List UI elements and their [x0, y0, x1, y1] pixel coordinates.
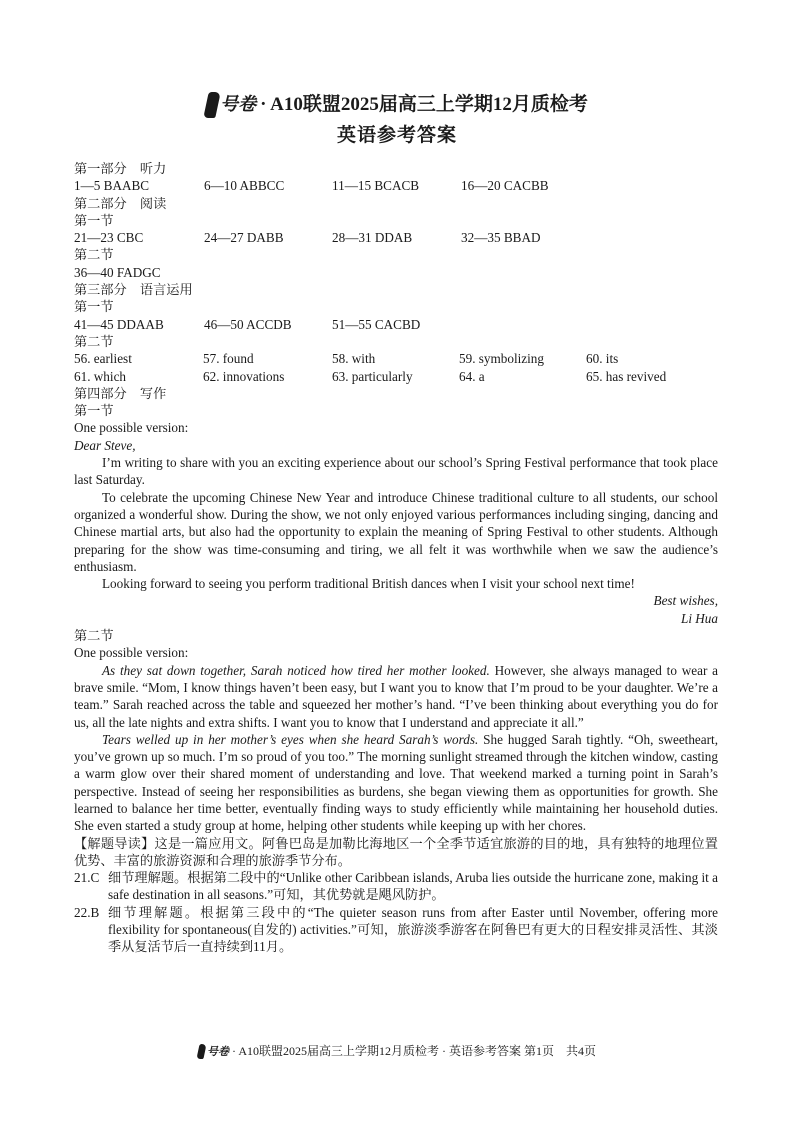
answer-content [74, 160, 718, 956]
answer-group: 1—5 BAABC [74, 178, 150, 194]
exam-title: · A10联盟2025届高三上学期12月质检考 [260, 94, 588, 115]
answer-item: 65. has revived [586, 368, 667, 384]
answer-item: 63. particularly [332, 368, 413, 384]
part1-answers [74, 177, 718, 194]
answer-item: 57. found [203, 351, 254, 367]
footer-text: · A10联盟2025届高三上学期12月质检考 · 英语参考答案 第1页 共4页 [232, 1044, 596, 1058]
explanation-item [74, 904, 718, 956]
brand-logo-text: 号卷 [220, 94, 257, 115]
letter-closing: Best wishes, [653, 593, 718, 609]
answer-item: 61. which [74, 368, 127, 384]
answer-group: 32—35 BBAD [461, 230, 541, 246]
letter-paragraph: I’m writing to share with you an exciting experience about our school’s Spring Festival performance that took place last Saturday. [74, 455, 718, 488]
part4-sec1-label: 第一节 [74, 403, 114, 419]
answer-group: 16—20 CACBB [461, 178, 549, 194]
brand-logo [206, 92, 256, 118]
part2-sec1-label: 第一节 [74, 212, 114, 228]
part2-answers-1 [74, 229, 718, 246]
part2-answers-2: 36—40 FADGC [74, 264, 161, 280]
part4-sec2-label: 第二节 [74, 628, 114, 644]
part3-heading: 第三部分 语言运用 [74, 282, 193, 298]
answer-group: 11—15 BCACB [332, 178, 420, 194]
answer-item: 59. symbolizing [459, 351, 544, 367]
explanation-text: 细节理解题。根据第三段中的“The quieter season runs from after Easter until November, offering more flexibility for spontaneous(自发的) activities.”可知，旅游淡季游客在阿鲁巴有更大的日程安排灵活性、其淡季从复活节后一直持续到11月。 [108, 904, 718, 955]
part4-heading: 第四部分 写作 [74, 385, 167, 401]
answer-group: 41—45 DDAAB [74, 316, 164, 332]
answer-group: 21—23 CBC [74, 230, 144, 246]
version-label: One possible version: [74, 645, 189, 661]
answer-group: 24—27 DABB [204, 230, 284, 246]
story-paragraph [74, 662, 718, 731]
story-opening-sentence: As they sat down together, Sarah noticed how tired her mother looked. [102, 662, 490, 678]
part3-answers-row1 [74, 350, 718, 367]
explanation-text: 细节理解题。根据第二段中的“Unlike other Caribbean islands, Aruba lies outside the hurricane zone, making it a safe destination in all seasons.”可知，其优势就是飓风防护。 [108, 870, 718, 903]
answer-item: 62. innovations [203, 368, 285, 384]
part3-sec2-label: 第二节 [74, 333, 114, 349]
page-footer [0, 1043, 794, 1060]
answer-key-title: 英语参考答案 [336, 125, 457, 146]
question-answer: 21.C [74, 870, 100, 886]
brand-mark-icon [196, 1044, 206, 1059]
answer-group: 28—31 DDAB [332, 230, 413, 246]
answer-group: 51—55 CACBD [332, 316, 421, 332]
reading-guide: 【解题导读】这是一篇应用文。阿鲁巴岛是加勒比海地区一个全季节适宜旅游的目的地，具有独特的地理位置优势、丰富的旅游资源和合理的旅游季节分布。 [74, 835, 718, 868]
story-text: She hugged Sarah tightly. “Oh, sweetheart, you’ve grown up so much. I’m so proud of you too.” The morning sunlight streamed through the kitchen window, casting a warm glow over their shared moment of understanding and love. That weekend marked a turning point in Sarah’s perspective. Instead of seeing her responsibilities as burdens, she began viewing them as opportunities for growth. She learned to balance her time better, eventually finding ways to study efficiently while maintaining her household duties. She even started a study group at home, helping other students while keeping up with her chores. [74, 731, 718, 834]
answer-item: 64. a [459, 368, 485, 384]
part3-answers-1 [74, 316, 718, 333]
footer-logo-text: 号卷 [207, 1045, 229, 1058]
answer-group: 6—10 ABBCC [204, 178, 285, 194]
document-header [0, 92, 794, 148]
footer-logo [198, 1043, 229, 1060]
story-opening-sentence: Tears welled up in her mother’s eyes when she heard Sarah’s words. [102, 731, 479, 747]
question-answer: 22.B [74, 904, 100, 920]
part3-answers-row2 [74, 368, 718, 385]
letter-salutation: Dear Steve, [74, 437, 136, 453]
answer-item: 58. with [332, 351, 376, 367]
story-text: However, she always managed to wear a brave smile. “Mom, I know things haven’t been easy, but I want you to know that I’m proud to be your daughter. We’re a team.” Sarah reached across the table and squeezed her mother’s hand. “I’ve been thinking about everything you do for us, all the late nights and extra shifts. I want you to know that I understand and appreciate it all.” [74, 662, 718, 730]
letter-paragraph: Looking forward to seeing you perform traditional British dances when I visit your school next time! [102, 576, 635, 592]
explanation-item [74, 869, 718, 904]
part2-heading: 第二部分 阅读 [74, 195, 167, 211]
answer-item: 60. its [586, 351, 619, 367]
letter-signature: Li Hua [680, 610, 718, 626]
part3-sec1-label: 第一节 [74, 299, 114, 315]
story-paragraph [74, 731, 718, 835]
brand-mark-icon [203, 92, 221, 118]
part1-heading: 第一部分 听力 [74, 161, 167, 176]
title-line-1 [0, 92, 794, 118]
answer-group: 46—50 ACCDB [204, 316, 292, 332]
part2-sec2-label: 第二节 [74, 247, 114, 263]
answer-item: 56. earliest [74, 351, 132, 367]
version-label: One possible version: [74, 420, 189, 436]
letter-paragraph: To celebrate the upcoming Chinese New Year and introduce Chinese traditional culture to all students, our school organized a wonderful show. During the show, we not only enjoyed various performances including singing, dancing and Chinese martial arts, but also had the opportunity to explain the meaning of Spring Festival to other students. Although preparing for the show was time-consuming and tiring, we all felt it was worthwhile when we saw the audience’s enthusiasm. [74, 489, 718, 574]
